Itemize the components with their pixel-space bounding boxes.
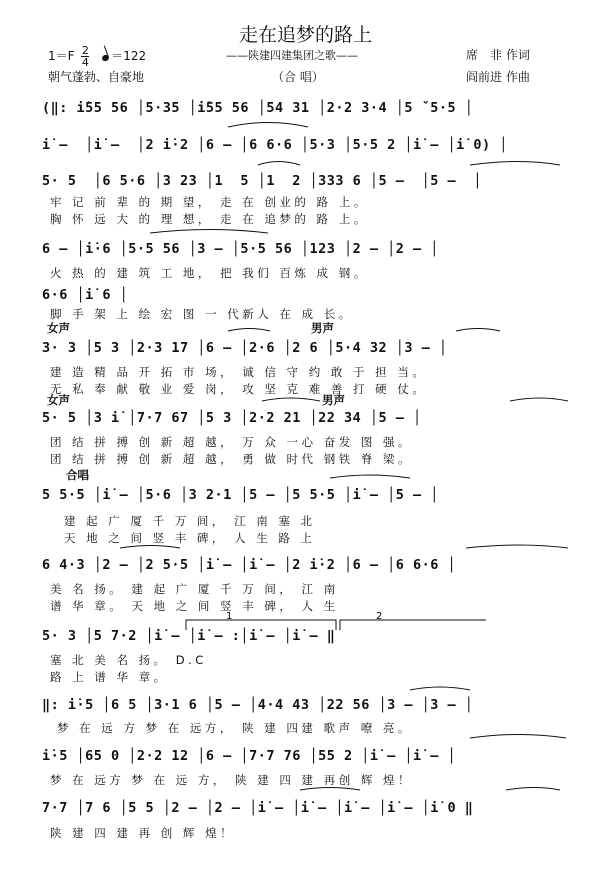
tempo-value: ＝122	[111, 49, 147, 63]
performance-mood: 朝气蓬勃、自豪地	[48, 70, 145, 84]
notation-line: 3· 3 │5 3 │2·3 17 │6 – │2·6 │2 6 │5·4 32 │3 – │	[42, 340, 448, 356]
lyric-line: 团 结 拼 搏 创 新 超 越， 勇 做 时代 钢铁 脊 梁。	[50, 452, 414, 466]
notation-line: 6 4·3 │2 – │2 5·5 │i̇ – │i̇ – │2 i̇·2 │6 – │6 6·6 │	[42, 557, 457, 573]
song-title: 走在追梦的路上	[238, 24, 372, 46]
part-label: 男声	[322, 393, 345, 407]
lyricist-credit: 席 非 作词	[466, 48, 530, 62]
composer-credit: 阎前进 作曲	[466, 70, 530, 84]
part-label: 女声	[47, 321, 70, 335]
lyric-line: 路 上 谱 华 章。	[50, 670, 169, 684]
lyric-line: 天 地 之 间 竖 丰 碑， 人 生 路 上	[64, 531, 316, 545]
lyric-line: 塞 北 美 名 扬。 D.C	[50, 653, 207, 667]
lyric-line: 牢 记 前 辈 的 期 望， 走 在 创业的 路 上。	[50, 195, 369, 209]
notation-line: i̇·5 │65 0 │2·2 12 │6 – │7·7 76 │55 2 │i̇ – │i̇ – │	[42, 748, 457, 764]
ending-2-label: 2	[376, 611, 383, 622]
time-signature: $\frac{2}{4}$	[81, 44, 89, 69]
lyric-line: 团 结 拼 搏 创 新 超 越， 万 众 一心 奋发 图 强。	[50, 435, 414, 449]
lyric-line: 脚 手 架 上 绘 宏 图 一 代新人 在 成 长。	[50, 307, 354, 321]
lyric-line: 建 造 精 品 开 拓 市 场， 诚 信 守 约 敢 于 担 当。	[50, 365, 428, 379]
notation-line: 5 5·5 │i̇ – │5·6 │3 2·1 │5 – │5 5·5 │i̇ – │5 – │	[42, 487, 439, 503]
lyric-line: 梦 在 远 方 梦 在 远方， 陕 建 四建 歌声 嘹 亮。	[57, 721, 413, 735]
notation-line: i̇ – │i̇ – │2 i̇·2 │6 – │6 6·6 │5·3 │5·5 2 │i̇ – │i̇ 0) │	[42, 137, 508, 153]
lyric-line: 建 起 广 厦 千 万 间， 江 南 塞 北	[64, 514, 316, 528]
notation-line: ‖: i̇·5 │6 5 │3·1 6 │5 – │4·4 43 │22 56 │3 – │3 – │	[42, 697, 474, 713]
lyric-line: 梦 在 远方 梦 在 远 方， 陕 建 四 建 再创 辉 煌！	[50, 773, 414, 787]
notation-line: (‖: i̇55 56 │5·35 │i̇55 56 │54 31 │2·2 3·4 │5 ˇ5·5 │	[42, 100, 474, 116]
notation-line: 6·6 │i̇ 6 │	[42, 287, 129, 303]
key-signature: 1＝F	[48, 49, 75, 63]
notation-line: 5· 5 │3 i̇ │7·7 67 │5 3 │2·2 21 │22 34 │5 – │	[42, 410, 422, 426]
notation-line: 6 – │i̇·6 │5·5 56 │3 – │5·5 56 │123 │2 – │2 – │	[42, 241, 439, 257]
voicing: （合 唱）	[272, 70, 324, 84]
part-label: 合唱	[66, 468, 89, 482]
lyric-line: 陕 建 四 建 再 创 辉 煌！	[50, 826, 236, 840]
subtitle: ——陕建四建集团之歌——	[226, 49, 358, 62]
notation-line: 5· 3 │5 7·2 │i̇ – │i̇ – :│i̇ – │i̇ – ‖	[42, 628, 336, 644]
notation-line: 5· 5 │6 5·6 │3 23 │1 5 │1 2 │333 6 │5 – │5 – │	[42, 173, 483, 189]
lyric-line: 胸 怀 远 大 的 理 想， 走 在 追梦的 路 上。	[50, 212, 369, 226]
part-label: 男声	[311, 321, 334, 335]
lyric-line: 无 私 奉 献 敬 业 爱 岗， 攻 坚 克 难 善 打 硬 仗。	[50, 382, 428, 396]
part-label: 女声	[47, 393, 70, 407]
notation-line: 7·7 │7 6 │5 5 │2 – │2 – │i̇ – │i̇ – │i̇ – │i̇ – │i̇ 0 ‖	[42, 800, 474, 816]
lyric-line: 美 名 扬。 建 起 广 厦 千 万 间， 江 南	[50, 582, 339, 596]
lyric-line: 谱 华 章。 天 地 之 间 竖 丰 碑， 人 生	[50, 599, 339, 613]
lyric-line: 火 热 的 建 筑 工 地， 把 我们 百炼 成 钢。	[50, 266, 369, 280]
ending-1-label: 1	[226, 611, 233, 622]
